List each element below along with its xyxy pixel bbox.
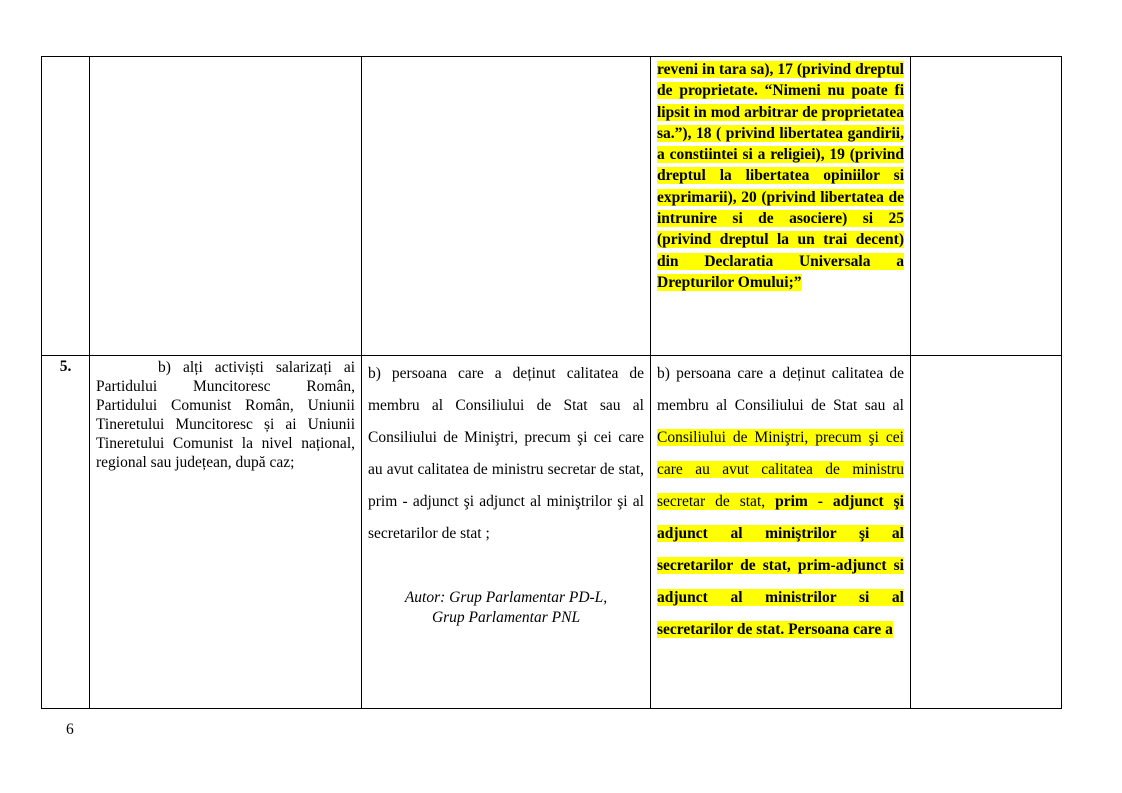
row1-adopted-text-cell xyxy=(651,57,911,356)
author-line-1: Autor: Grup Parlamentar PD-L, xyxy=(404,589,608,606)
adopted-text-highlighted-bold: prim - adjunct şi adjunct al miniştrilor şi al secretarilor de stat, prim-adjunct si adjunct al ministrilor si al secretarilor de stat. Persoana care a xyxy=(657,493,904,638)
row2-amendment-cell xyxy=(362,356,651,709)
row1-reason-cell xyxy=(911,57,1062,356)
row-number: 5. xyxy=(59,358,72,375)
page-number: 6 xyxy=(66,721,74,738)
table-row xyxy=(42,356,1062,709)
author-line-2: Grup Parlamentar PNL xyxy=(431,609,581,626)
adopted-text-highlighted: Consiliului de Miniştri, precum şi cei care au avut calitatea de ministru secretar de stat, xyxy=(657,429,904,510)
row2-number-cell xyxy=(42,356,90,709)
row1-adopted-text: reveni in tara sa), 17 (privind dreptul de proprietate. “Nimeni nu poate fi lipsit in mod arbitrar de proprietatea sa.”), 18 ( privind libertatea gandirii, a constiintei si a religiei), 19 (privind dreptul la libertatea opiniilor si exprimarii), 20 (privind libertatea de intrunire si de asociere) si 25 (privind dreptul la un trai decent) din Declaratia Universala a Drepturilor Omului;” xyxy=(657,61,904,291)
row1-number-cell xyxy=(42,57,90,356)
amendment-text: b) persoana care a deținut calitatea de membru al Consiliului de Stat sau al Consiliului de Miniştri, precum şi cei care au avut calitatea de ministru secretar de stat, prim - adjunct şi adjunct al miniştrilor şi al secretarilor de stat ; xyxy=(368,365,644,542)
adopted-text-plain: b) persoana care a deținut calitatea de membru al Consiliului de Stat sau al xyxy=(657,365,904,414)
row2-reason-cell xyxy=(911,356,1062,709)
row2-adopted-text-cell xyxy=(651,356,911,709)
original-item-text: alți activiști salarizați ai Partidului Muncitoresc Român, Partidului Comunist Român, Uniunii Tineretului Muncitoresc și ai Uniunii Tineretului Comunist la nivel național, regional sau județean, după caz; xyxy=(96,359,356,471)
row1-original-text-cell xyxy=(90,57,362,356)
row2-original-text-cell xyxy=(90,356,362,709)
row1-amendment-cell xyxy=(362,57,651,356)
amendments-table xyxy=(41,56,1062,709)
table-row xyxy=(42,57,1062,356)
original-item-label: b) xyxy=(158,359,171,376)
